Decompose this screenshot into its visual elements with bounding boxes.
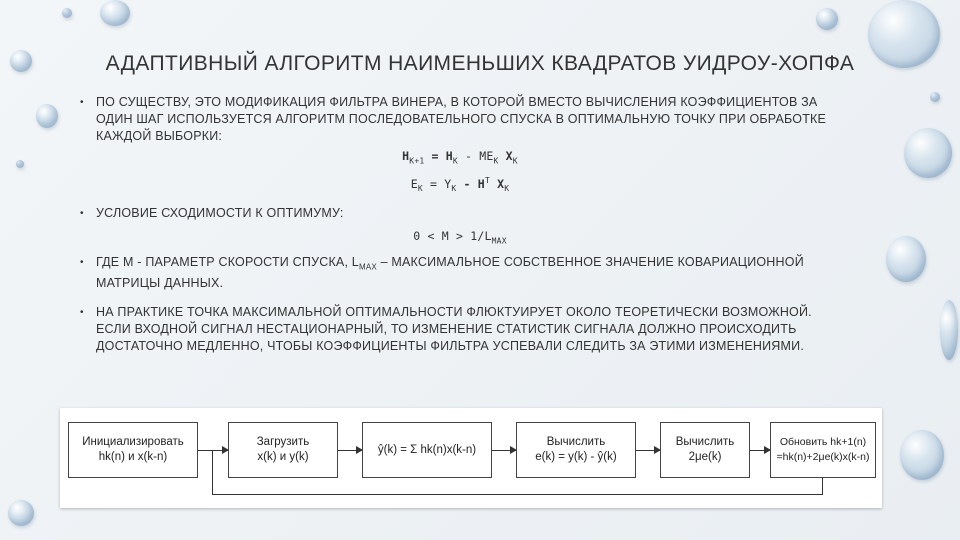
water-drop-decoration (16, 160, 24, 168)
algorithm-flow-diagram (60, 408, 882, 508)
flow-arrow (750, 450, 770, 451)
water-drop-decoration (8, 500, 34, 526)
bullet-item: • ГДЕ Μ - ПАРАМЕТР СКОРОСТИ СПУСКА, $L_{MAX}$ – МАКСИМАЛЬНОЕ СОБСТВЕННОЕ ЗНАЧЕНИЕ КОВАРИАЦИОННОЙ МАТРИЦЫ ДАННЫХ. (80, 254, 840, 293)
formula-error: $E_K = Y_K - H^T$ $X_K$ (410, 176, 510, 194)
flow-box-initialize: Инициализировать hk(n) и x(k-n) (68, 422, 198, 478)
bullet-item: • УСЛОВИЕ СХОДИМОСТИ К ОПТИМУМУ: (80, 205, 840, 222)
bullet-item: • ПО СУЩЕСТВУ, ЭТО МОДИФИКАЦИЯ ФИЛЬТРА ВИНЕРА, В КОТОРОЙ ВМЕСТО ВЫЧИСЛЕНИЯ КОЭФФИЦИЕНТОВ ЗА ОДИН ШАГ ИСПОЛЬЗУЕТСЯ АЛГОРИТМ ПОСЛЕДОВАТЕЛЬНОГО СПУСКА В ОПТИМАЛЬНУЮ ТОЧКУ ПРИ ОБРАБОТКЕ КАЖДОЙ ВЫБОРКИ: (80, 94, 840, 145)
flow-box-load: Загрузить x(k) и y(k) (228, 422, 338, 478)
bullet-item: • НА ПРАКТИКЕ ТОЧКА МАКСИМАЛЬНОЙ ОПТИМАЛЬНОСТИ ФЛЮКТУИРУЕТ ОКОЛО ТЕОРЕТИЧЕСКИ ВОЗМОЖНОЙ. ЕСЛИ ВХОДНОЙ СИГНАЛ НЕСТАЦИОНАРНЫЙ, ТО ИЗМЕНЕНИЕ СТАТИСТИК СИГНАЛА ДОЛЖНО ПРОИСХОДИТЬ ДОСТАТОЧНО МЕДЛЕННО, ЧТОБЫ КОЭФФИЦИЕНТЫ ФИЛЬТРА УСПЕВАЛИ СЛЕДИТЬ ЗА ЭТИМИ ИЗМЕНЕНИЯМИ. (80, 304, 840, 355)
water-drop-decoration (62, 8, 72, 18)
water-drop-decoration (886, 236, 926, 282)
water-drop-decoration (816, 8, 838, 30)
water-drop-decoration (100, 0, 130, 26)
flow-arrow (338, 450, 362, 451)
formula-convergence: $0 < M > 1/L_{MAX}$ (413, 229, 507, 246)
flow-box-update: Обновить hk+1(n) =hk(n)+2μe(k)x(k-n) (770, 422, 876, 478)
formula-weights-update: $H_{K+1} = H_K - ME_K$ $X_K$ (402, 149, 518, 166)
feedback-line (212, 494, 823, 495)
feedback-line (212, 450, 213, 494)
water-drop-decoration (10, 50, 32, 72)
slide-body (80, 94, 840, 355)
flow-box-error: Вычислить e(k) = y(k) - ŷ(k) (516, 422, 636, 478)
feedback-line (822, 478, 823, 494)
water-drop-decoration (940, 300, 958, 360)
water-drop-decoration (36, 104, 58, 128)
flow-arrow (492, 450, 516, 451)
water-drop-decoration (904, 128, 952, 178)
water-drop-decoration (900, 430, 944, 480)
flow-box-step: Вычислить 2μe(k) (660, 422, 750, 478)
water-drop-decoration (930, 92, 940, 102)
flow-box-filter-output: ŷ(k) = Σ hk(n)x(k-n) (362, 422, 492, 478)
flow-arrow (636, 450, 660, 451)
flow-arrow (198, 450, 228, 451)
slide-title: АДАПТИВНЫЙ АЛГОРИТМ НАИМЕНЬШИХ КВАДРАТОВ УИДРОУ-ХОПФА (105, 52, 855, 75)
